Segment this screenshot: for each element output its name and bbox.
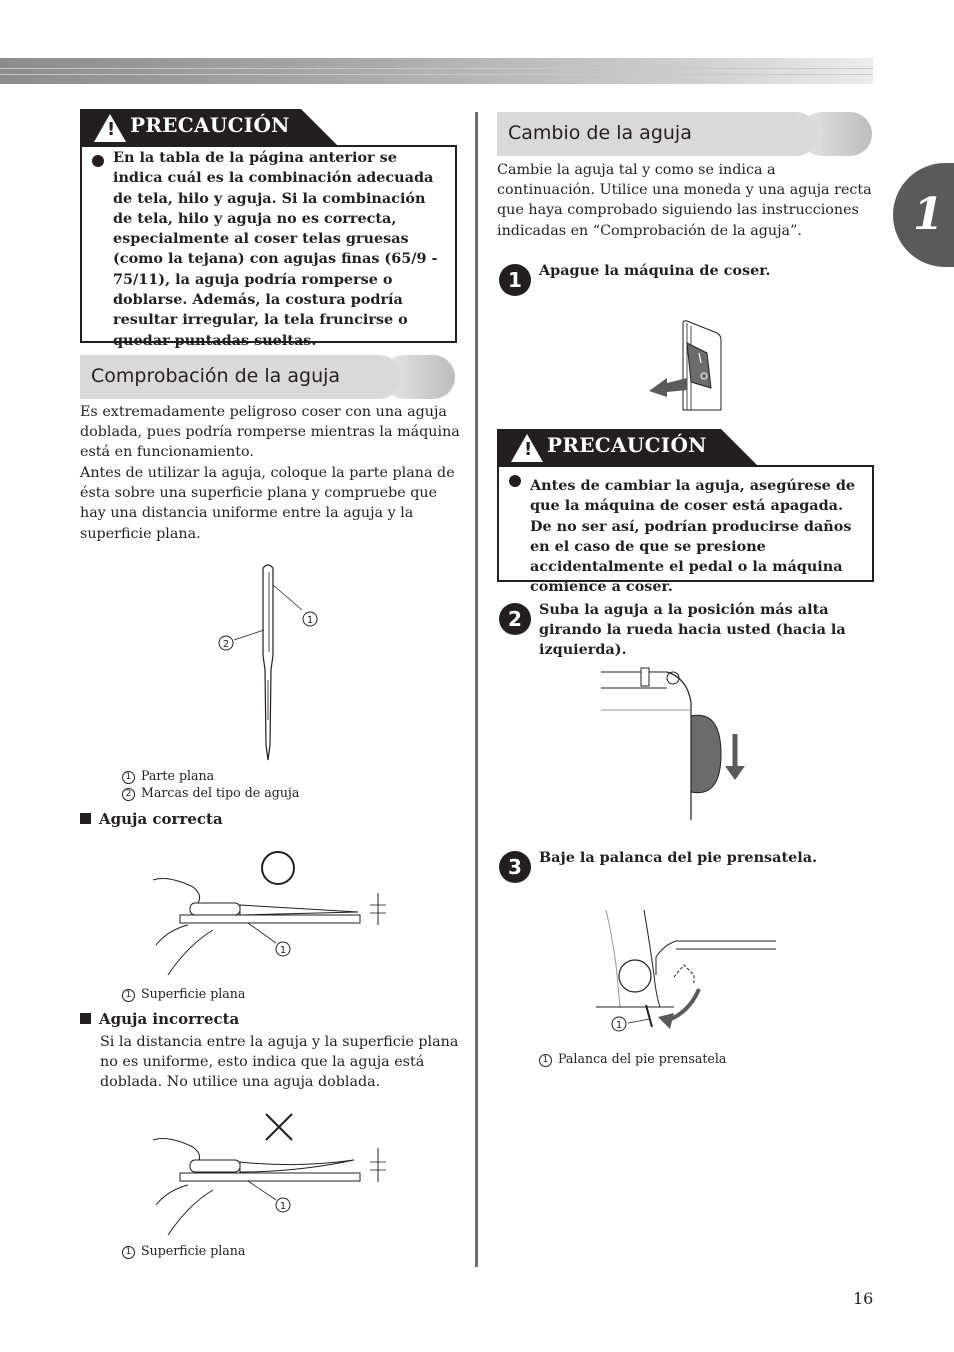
legend-item-1: 1 Parte plana [122,767,214,784]
needle-illustration [210,560,330,765]
presser-lever-illustration [594,905,779,1040]
step-2-text: Suba la aguja a la posición más alta girando la rueda hacia usted (hacia la izquierda). [539,601,846,659]
section-header-check [80,355,455,399]
subhead-correct: Aguja correcta [80,810,223,828]
bullet-icon [92,155,104,167]
step-3-text: Baje la palanca del pie prensatela. [539,849,818,866]
lever-caption: 1 Palanca del pie prensatela [539,1050,726,1067]
chapter-tab [893,163,954,267]
step-1-badge: 1 [499,264,531,296]
incorrect-needle-illustration [148,1110,393,1240]
caution-text: Antes de cambiar la aguja, asegúrese de que la máquina de coser está apagada. De no ser así, podrían producirse daños en el caso de que se presione accidentalmente el pedal o la máquina comience a coser. [530,477,856,596]
incorrect-caption: 1 Superficie plana [122,1242,245,1259]
step-2-badge: 2 [499,603,531,635]
section-title: Cambio de la aguja [508,122,692,144]
header-band [0,58,873,84]
caution-box [497,465,874,596]
caution-label: PRECAUCIÓN [547,433,707,457]
callout-2: 2 [222,639,230,650]
subhead-incorrect: Aguja incorrecta [80,1010,239,1028]
callout-1: 1 [306,615,314,626]
caution-header: ! PRECAUCIÓN [497,429,757,465]
page-number: 16 [853,1289,874,1308]
step-3-badge: 3 [499,851,531,883]
column-divider [475,112,478,1267]
square-bullet-icon [80,1013,91,1024]
correct-needle-illustration [148,845,393,980]
callout-1: 1 [615,1020,623,1031]
bullet-icon [509,475,521,487]
caution-header: ! PRECAUCIÓN [80,109,337,145]
handwheel-illustration [597,662,757,822]
callout-1: 1 [279,1201,287,1212]
chapter-number: 1 [913,189,944,240]
caution-text: En la tabla de la página anterior se indica cuál es la combinación adecuada de tela, hilo y aguja. Si la combinación de tela, hilo y aguja no es correcta, especialmente al coser telas gruesas (como la tejana) con agujas finas (65/9 - 75/11), la aguja podría romperse o doblarse. Además, la costura podría resultar irregular, la tela fruncirse o quedar puntadas sueltas. [113,149,438,349]
step-1-text: Apague la máquina de coser. [539,262,771,279]
section-title: Comprobación de la aguja [91,365,341,387]
caution-box [80,145,457,349]
section-header-change [497,112,872,156]
square-bullet-icon [80,813,91,824]
callout-1: 1 [279,945,287,956]
change-intro: Cambie la aguja tal y como se indica a continuación. Utilice una moneda y una aguja recta que haya comprobado siguiendo las instrucciones indicadas en “Comprobación de la aguja”. [497,162,872,239]
check-para-2: Antes de utilizar la aguja, coloque la parte plana de ésta sobre una superficie plana y compruebe que hay una distancia uniforme entre la aguja y la superficie plana. [80,465,455,542]
caution-label: PRECAUCIÓN [130,113,290,137]
check-para-1: Es extremadamente peligroso coser con una aguja doblada, pues podría romperse mientras la máquina está en funcionamiento. [80,404,460,461]
incorrect-text: Si la distancia entre la aguja y la superficie plana no es uniforme, esto indica que la aguja está doblada. No utilice una aguja doblada. [100,1034,459,1091]
legend-item-2: 2 Marcas del tipo de aguja [122,784,299,801]
power-switch-illustration [645,318,725,413]
correct-caption: 1 Superficie plana [122,985,245,1002]
